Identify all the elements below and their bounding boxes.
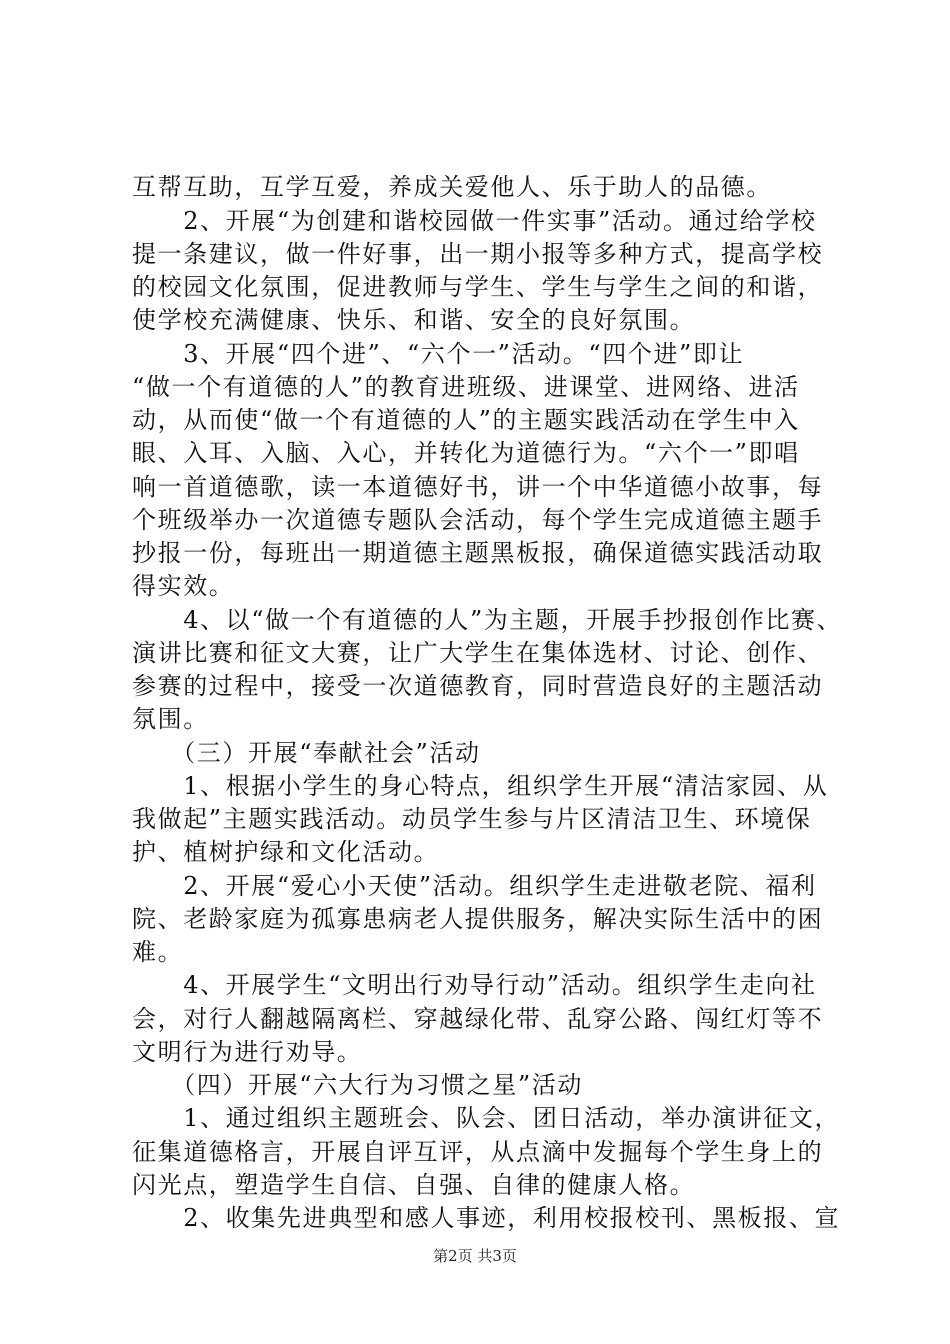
text-line: 的校园文化氛围，促进教师与学生、学生与学生之间的和谐，: [132, 273, 824, 301]
text-line: 2、开展“爱心小天使”活动。组织学生走进敬老院、福利: [132, 872, 817, 900]
text-line: 演讲比赛和征文大赛，让广大学生在集体选材、讨论、创作、: [132, 639, 824, 667]
text-line: 动，从而使“做一个有道德的人”的主题实践活动在学生中入: [132, 406, 800, 434]
section-heading: （三）开展“奉献社会”活动: [132, 739, 481, 767]
text-line: 4、开展学生“文明出行劝导行动”活动。组织学生走向社: [132, 971, 817, 999]
text-line: “做一个有道德的人”的教育进班级、进课堂、进网络、进活: [132, 373, 800, 401]
page-footer: 第2页 共3页: [433, 1247, 517, 1265]
text-line: 提一条建议，做一件好事，出一期小报等多种方式，提高学校: [132, 240, 824, 268]
text-line: 会，对行人翻越隔离栏、穿越绿化带、乱穿公路、闯红灯等不: [132, 1005, 824, 1033]
text-line: 2、开展“为创建和谐校园做一件实事”活动。通过给学校: [132, 207, 817, 235]
text-line: 2、收集先进典型和感人事迹，利用校报校刊、黑板报、宣: [132, 1204, 841, 1232]
text-line: 个班级举办一次道德专题队会活动，每个学生完成道德主题手: [132, 506, 824, 534]
text-line: 氛围。: [132, 705, 209, 733]
text-line: 得实效。: [132, 572, 235, 600]
text-line: 难。: [132, 938, 184, 966]
text-line: 文明行为进行劝导。: [132, 1038, 363, 1066]
text-line: 参赛的过程中，接受一次道德教育，同时营造良好的主题活动: [132, 672, 824, 700]
text-line: 1、通过组织主题班会、队会、团日活动，举办演讲征文，: [132, 1104, 841, 1132]
text-line: 1、根据小学生的身心特点，组织学生开展“清洁家园、从: [132, 772, 829, 800]
text-line: 眼、入耳、入脑、入心，并转化为道德行为。“六个一”即唱: [132, 439, 800, 467]
text-line: 征集道德格言，开展自评互评，从点滴中发掘每个学生身上的: [132, 1138, 824, 1166]
text-line: 护、植树护绿和文化活动。: [132, 838, 440, 866]
text-line: 互帮互助，互学互爱，养成关爱他人、乐于助人的品德。: [132, 173, 772, 201]
text-line: 我做起”主题实践活动。动员学生参与片区清洁卫生、环境保: [132, 805, 812, 833]
text-line: 抄报一份，每班出一期道德主题黑板报，确保道德实践活动取: [132, 539, 824, 567]
text-line: 使学校充满健康、快乐、和谐、安全的良好氛围。: [132, 306, 696, 334]
text-line: 闪光点，塑造学生自信、自强、自律的健康人格。: [132, 1171, 696, 1199]
text-line: 响一首道德歌，读一本道德好书，讲一个中华道德小故事，每: [132, 473, 824, 501]
section-heading: （四）开展“六大行为习惯之星”活动: [132, 1071, 583, 1099]
text-line: 院、老龄家庭为孤寡患病老人提供服务，解决实际生活中的困: [132, 905, 824, 933]
text-line: 4、以“做一个有道德的人”为主题，开展手抄报创作比赛、: [132, 606, 843, 634]
text-line: 3、开展“四个进”、“六个一”活动。“四个进”即让: [132, 340, 745, 368]
